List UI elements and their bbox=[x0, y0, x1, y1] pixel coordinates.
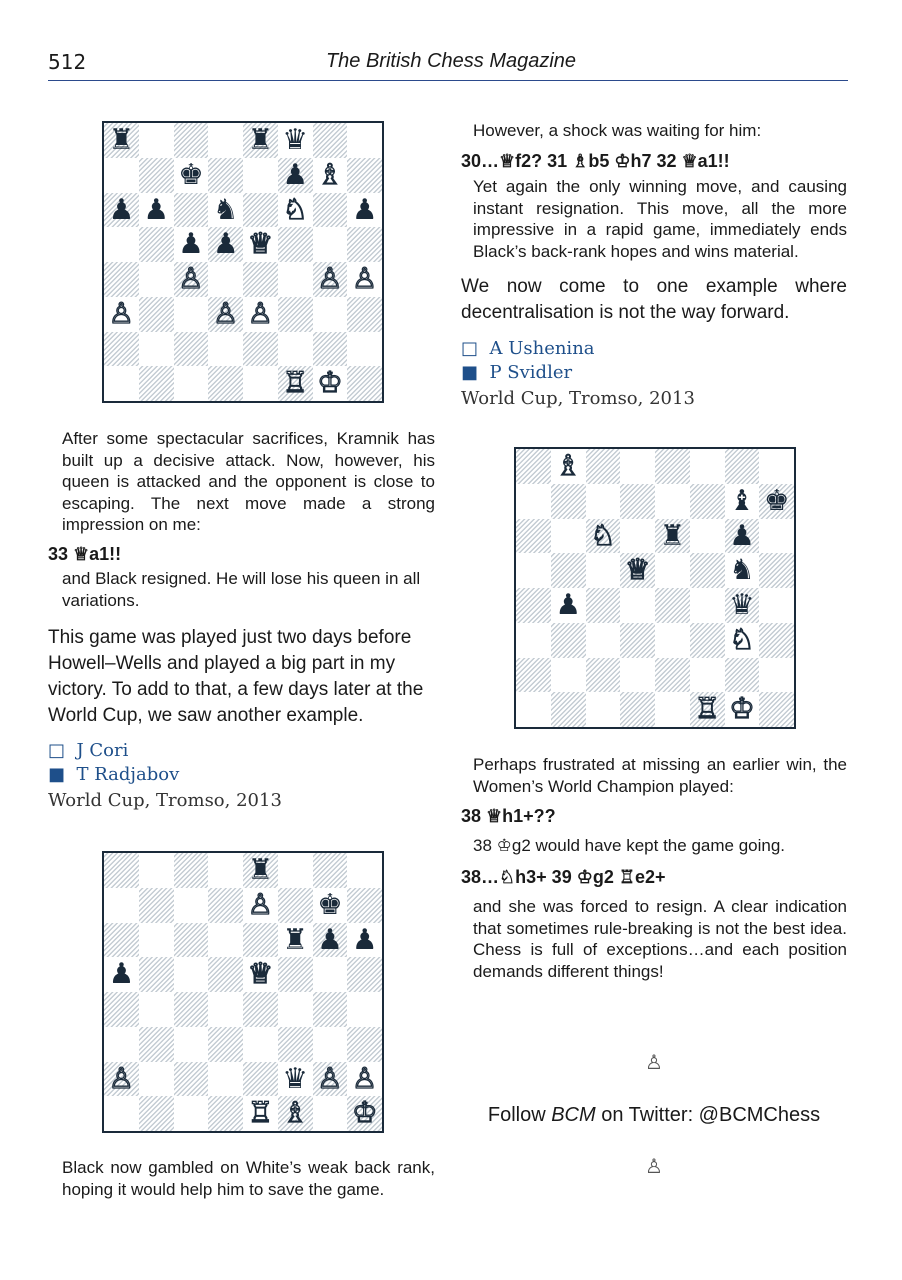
black-player-name: P Svidler bbox=[489, 362, 573, 383]
square-e1 bbox=[655, 692, 690, 727]
square-a3 bbox=[516, 623, 551, 658]
square-b2 bbox=[551, 658, 586, 693]
square-a1 bbox=[516, 692, 551, 727]
square-b7 bbox=[139, 158, 174, 193]
square-d6 bbox=[620, 519, 655, 554]
chess-piece-icon: ♕ bbox=[624, 553, 651, 587]
square-g3 bbox=[313, 297, 348, 332]
white-player-line bbox=[48, 740, 128, 761]
square-b8 bbox=[139, 853, 174, 888]
move-38-qh1: 38 ♕h1+?? bbox=[461, 806, 556, 826]
square-c4 bbox=[586, 588, 621, 623]
square-h2 bbox=[347, 1062, 382, 1097]
page-number: 512 bbox=[48, 50, 87, 74]
square-c3 bbox=[174, 297, 209, 332]
square-h1 bbox=[759, 692, 794, 727]
chess-piece-icon: ♙ bbox=[247, 296, 274, 330]
square-g5 bbox=[313, 227, 348, 262]
square-a7 bbox=[516, 484, 551, 519]
chess-piece-icon: ♙ bbox=[212, 296, 239, 330]
square-f1 bbox=[278, 1096, 313, 1131]
square-a4 bbox=[104, 992, 139, 1027]
square-e8 bbox=[243, 123, 278, 158]
square-e4 bbox=[655, 588, 690, 623]
white-player-line-2 bbox=[461, 338, 595, 359]
square-h1 bbox=[347, 366, 382, 401]
square-d5 bbox=[208, 227, 243, 262]
chess-piece-icon: ♟ bbox=[351, 192, 378, 226]
square-f7 bbox=[278, 888, 313, 923]
square-b2 bbox=[139, 1062, 174, 1097]
square-d1 bbox=[208, 1096, 243, 1131]
chess-piece-icon: ♖ bbox=[282, 366, 308, 400]
square-e2 bbox=[655, 658, 690, 693]
square-d5 bbox=[620, 553, 655, 588]
chess-piece-icon: ♜ bbox=[282, 922, 308, 956]
caption-black-gambled: Black now gambled on White’s weak back rank, hoping it would help him to save the game. bbox=[62, 1158, 435, 1199]
chess-piece-icon: ♙ bbox=[317, 262, 343, 296]
square-b1 bbox=[551, 692, 586, 727]
white-player-name: J Cori bbox=[76, 740, 129, 761]
chess-piece-icon: ♙ bbox=[351, 1061, 378, 1095]
caption-forced-resign: and she was forced to resign. A clear indication that sometimes rule-breaking is not the best idea. Chess is full of exceptions…and each position demands different things! bbox=[473, 897, 847, 981]
chess-piece-icon: ♔ bbox=[729, 692, 755, 726]
square-b3 bbox=[139, 297, 174, 332]
square-d4 bbox=[208, 992, 243, 1027]
square-g5 bbox=[725, 553, 760, 588]
square-b2 bbox=[139, 332, 174, 367]
square-c5 bbox=[174, 957, 209, 992]
square-d4 bbox=[620, 588, 655, 623]
square-f8 bbox=[690, 449, 725, 484]
square-g4 bbox=[725, 588, 760, 623]
square-g2 bbox=[313, 1062, 348, 1097]
square-d2 bbox=[208, 1062, 243, 1097]
chess-piece-icon: ♚ bbox=[317, 887, 343, 921]
square-c6 bbox=[586, 519, 621, 554]
square-h2 bbox=[347, 332, 382, 367]
chess-piece-icon: ♛ bbox=[282, 1061, 308, 1095]
square-d7 bbox=[208, 888, 243, 923]
square-f1 bbox=[690, 692, 725, 727]
square-b3 bbox=[139, 1027, 174, 1062]
square-h4 bbox=[347, 992, 382, 1027]
square-h8 bbox=[347, 123, 382, 158]
square-b8 bbox=[139, 123, 174, 158]
square-a5 bbox=[516, 553, 551, 588]
square-b7 bbox=[551, 484, 586, 519]
square-e8 bbox=[655, 449, 690, 484]
square-d1 bbox=[208, 366, 243, 401]
follow-brand: BCM bbox=[551, 1104, 596, 1126]
square-e3 bbox=[243, 1027, 278, 1062]
chess-piece-icon: ♘ bbox=[282, 192, 308, 226]
square-g7 bbox=[313, 158, 348, 193]
square-d7 bbox=[208, 158, 243, 193]
square-f2 bbox=[690, 658, 725, 693]
square-f7 bbox=[278, 158, 313, 193]
twitter-follow-line bbox=[461, 1102, 847, 1128]
square-c8 bbox=[586, 449, 621, 484]
chess-piece-icon: ♟ bbox=[729, 518, 755, 552]
black-player-line-2 bbox=[461, 362, 572, 383]
square-f4 bbox=[690, 588, 725, 623]
chess-piece-icon: ♜ bbox=[247, 853, 274, 887]
square-b6 bbox=[551, 519, 586, 554]
square-g7 bbox=[313, 888, 348, 923]
caption-frustrated: Perhaps frustrated at missing an earlier win, the Women’s World Champion played: bbox=[473, 755, 847, 796]
square-g7 bbox=[725, 484, 760, 519]
chess-piece-icon: ♞ bbox=[729, 553, 755, 587]
square-b8 bbox=[551, 449, 586, 484]
caption-kramnik-attack: After some spectacular sacrifices, Kramnik has built up a decisive attack. Now, however, his queen is attacked and the opponent is close to escaping. The next move made a strong impression on me: bbox=[62, 429, 435, 534]
chess-piece-icon: ♟ bbox=[212, 227, 239, 261]
square-e3 bbox=[243, 297, 278, 332]
square-h5 bbox=[347, 957, 382, 992]
chess-piece-icon: ♔ bbox=[317, 366, 343, 400]
square-d2 bbox=[620, 658, 655, 693]
caption-kg2: 38 ♔g2 would have kept the game going. bbox=[473, 836, 786, 855]
square-c8 bbox=[174, 123, 209, 158]
chess-diagram-3 bbox=[514, 447, 796, 729]
square-d8 bbox=[208, 123, 243, 158]
square-e7 bbox=[655, 484, 690, 519]
square-f4 bbox=[278, 262, 313, 297]
square-e5 bbox=[655, 553, 690, 588]
chess-piece-icon: ♙ bbox=[178, 262, 204, 296]
square-c7 bbox=[174, 158, 209, 193]
square-d3 bbox=[208, 1027, 243, 1062]
square-a5 bbox=[104, 227, 139, 262]
move-33-qa1: 33 ♕a1!! bbox=[48, 544, 122, 564]
move-30-qf2: 30…♕f2? 31 ♗b5 ♔h7 32 ♕a1!! bbox=[461, 151, 730, 171]
chess-piece-icon: ♙ bbox=[108, 1061, 135, 1095]
square-a4 bbox=[104, 262, 139, 297]
square-d8 bbox=[208, 853, 243, 888]
square-d4 bbox=[208, 262, 243, 297]
paragraph-decentralisation: We now come to one example where decentralisation is not the way forward. bbox=[461, 276, 847, 323]
square-c6 bbox=[174, 923, 209, 958]
square-c1 bbox=[174, 1096, 209, 1131]
square-a3 bbox=[104, 297, 139, 332]
chess-piece-icon: ♜ bbox=[247, 123, 274, 157]
square-g8 bbox=[725, 449, 760, 484]
square-c5 bbox=[174, 227, 209, 262]
square-d5 bbox=[208, 957, 243, 992]
square-e5 bbox=[243, 957, 278, 992]
square-a1 bbox=[104, 366, 139, 401]
chess-piece-icon: ♞ bbox=[212, 192, 239, 226]
square-c7 bbox=[586, 484, 621, 519]
square-g5 bbox=[313, 957, 348, 992]
square-e2 bbox=[243, 1062, 278, 1097]
chess-piece-icon: ♟ bbox=[108, 957, 135, 991]
square-f2 bbox=[278, 1062, 313, 1097]
square-h6 bbox=[347, 923, 382, 958]
square-a1 bbox=[104, 1096, 139, 1131]
black-marker: ■ bbox=[48, 764, 66, 785]
square-a2 bbox=[104, 1062, 139, 1097]
square-e6 bbox=[655, 519, 690, 554]
square-g1 bbox=[313, 1096, 348, 1131]
square-e8 bbox=[243, 853, 278, 888]
square-c5 bbox=[586, 553, 621, 588]
square-h3 bbox=[347, 1027, 382, 1062]
chess-piece-icon: ♚ bbox=[178, 157, 204, 191]
square-f3 bbox=[278, 297, 313, 332]
chess-piece-icon: ♙ bbox=[351, 262, 378, 296]
square-d6 bbox=[208, 193, 243, 228]
square-h6 bbox=[759, 519, 794, 554]
square-h3 bbox=[347, 297, 382, 332]
square-a7 bbox=[104, 158, 139, 193]
square-e6 bbox=[243, 193, 278, 228]
chess-piece-icon: ♗ bbox=[317, 157, 343, 191]
square-e2 bbox=[243, 332, 278, 367]
chess-piece-icon: ♚ bbox=[763, 483, 790, 517]
chess-piece-icon: ♙ bbox=[108, 296, 135, 330]
chess-piece-icon: ♜ bbox=[659, 518, 686, 552]
square-d1 bbox=[620, 692, 655, 727]
square-b4 bbox=[551, 588, 586, 623]
square-d3 bbox=[620, 623, 655, 658]
chess-piece-icon: ♘ bbox=[729, 622, 755, 656]
chess-piece-icon: ♗ bbox=[555, 449, 581, 483]
square-h5 bbox=[347, 227, 382, 262]
pawn-ornament-icon: ♙ bbox=[645, 1154, 663, 1178]
square-b6 bbox=[139, 193, 174, 228]
square-a4 bbox=[516, 588, 551, 623]
square-f6 bbox=[278, 193, 313, 228]
square-e4 bbox=[243, 992, 278, 1027]
chess-piece-icon: ♟ bbox=[555, 588, 581, 622]
square-c2 bbox=[174, 1062, 209, 1097]
chess-piece-icon: ♛ bbox=[282, 123, 308, 157]
square-f3 bbox=[690, 623, 725, 658]
square-g4 bbox=[313, 992, 348, 1027]
square-h7 bbox=[759, 484, 794, 519]
square-c4 bbox=[174, 262, 209, 297]
square-c8 bbox=[174, 853, 209, 888]
square-f4 bbox=[278, 992, 313, 1027]
black-marker: ■ bbox=[461, 362, 479, 383]
square-d8 bbox=[620, 449, 655, 484]
square-h4 bbox=[347, 262, 382, 297]
square-c7 bbox=[174, 888, 209, 923]
chess-piece-icon: ♘ bbox=[590, 518, 616, 552]
chess-piece-icon: ♗ bbox=[282, 1096, 308, 1130]
square-b7 bbox=[139, 888, 174, 923]
square-e7 bbox=[243, 888, 278, 923]
chess-piece-icon: ♟ bbox=[108, 192, 135, 226]
page-title: The British Chess Magazine bbox=[325, 50, 577, 72]
square-f1 bbox=[278, 366, 313, 401]
square-f7 bbox=[690, 484, 725, 519]
chess-piece-icon: ♕ bbox=[247, 957, 274, 991]
square-h8 bbox=[347, 853, 382, 888]
square-g1 bbox=[725, 692, 760, 727]
square-g6 bbox=[313, 923, 348, 958]
chess-piece-icon: ♙ bbox=[247, 887, 274, 921]
square-c1 bbox=[174, 366, 209, 401]
square-d6 bbox=[208, 923, 243, 958]
chess-piece-icon: ♙ bbox=[317, 1061, 343, 1095]
square-a7 bbox=[104, 888, 139, 923]
square-g4 bbox=[313, 262, 348, 297]
square-h1 bbox=[347, 1096, 382, 1131]
square-h5 bbox=[759, 553, 794, 588]
square-f8 bbox=[278, 853, 313, 888]
follow-suffix: on Twitter: @BCMChess bbox=[595, 1104, 821, 1126]
square-h3 bbox=[759, 623, 794, 658]
square-e7 bbox=[243, 158, 278, 193]
square-a2 bbox=[516, 658, 551, 693]
chess-piece-icon: ♛ bbox=[729, 588, 755, 622]
white-marker: □ bbox=[48, 740, 66, 761]
square-g2 bbox=[313, 332, 348, 367]
square-d7 bbox=[620, 484, 655, 519]
chess-piece-icon: ♔ bbox=[351, 1096, 378, 1130]
square-b3 bbox=[551, 623, 586, 658]
square-a8 bbox=[104, 123, 139, 158]
event-line: World Cup, Tromso, 2013 bbox=[48, 790, 282, 811]
caption-shock: However, a shock was waiting for him: bbox=[473, 121, 762, 140]
square-b6 bbox=[139, 923, 174, 958]
square-a2 bbox=[104, 332, 139, 367]
square-c3 bbox=[174, 1027, 209, 1062]
square-b5 bbox=[139, 227, 174, 262]
square-e3 bbox=[655, 623, 690, 658]
square-f2 bbox=[278, 332, 313, 367]
square-c2 bbox=[586, 658, 621, 693]
square-d2 bbox=[208, 332, 243, 367]
square-f5 bbox=[278, 227, 313, 262]
black-player-name: T Radjabov bbox=[76, 764, 180, 785]
move-38-nh3: 38…♘h3+ 39 ♔g2 ♖e2+ bbox=[461, 867, 666, 887]
square-b1 bbox=[139, 1096, 174, 1131]
white-player-name: A Ushenina bbox=[489, 338, 595, 359]
caption-black-resigned: and Black resigned. He will lose his queen in all variations. bbox=[62, 569, 421, 610]
black-player-line bbox=[48, 764, 179, 785]
square-g1 bbox=[313, 366, 348, 401]
square-f6 bbox=[690, 519, 725, 554]
square-g8 bbox=[313, 853, 348, 888]
square-g8 bbox=[313, 123, 348, 158]
square-a5 bbox=[104, 957, 139, 992]
square-a8 bbox=[516, 449, 551, 484]
square-b4 bbox=[139, 262, 174, 297]
square-h2 bbox=[759, 658, 794, 693]
chess-piece-icon: ♟ bbox=[178, 227, 204, 261]
square-c4 bbox=[174, 992, 209, 1027]
square-b5 bbox=[551, 553, 586, 588]
chess-piece-icon: ♟ bbox=[143, 192, 169, 226]
chess-diagram-2 bbox=[102, 851, 384, 1133]
square-b1 bbox=[139, 366, 174, 401]
square-c1 bbox=[586, 692, 621, 727]
square-g6 bbox=[313, 193, 348, 228]
square-c3 bbox=[586, 623, 621, 658]
square-f5 bbox=[690, 553, 725, 588]
square-f5 bbox=[278, 957, 313, 992]
square-h7 bbox=[347, 888, 382, 923]
square-b4 bbox=[139, 992, 174, 1027]
square-h7 bbox=[347, 158, 382, 193]
square-e5 bbox=[243, 227, 278, 262]
chess-piece-icon: ♟ bbox=[317, 922, 343, 956]
square-a8 bbox=[104, 853, 139, 888]
square-e1 bbox=[243, 366, 278, 401]
chess-piece-icon: ♖ bbox=[247, 1096, 274, 1130]
square-c2 bbox=[174, 332, 209, 367]
header-divider bbox=[48, 80, 848, 81]
chess-piece-icon: ♜ bbox=[108, 123, 135, 157]
square-g3 bbox=[725, 623, 760, 658]
square-g3 bbox=[313, 1027, 348, 1062]
paragraph-howell-wells: This game was played just two days before Howell–Wells and played a big part in my victory. To add to that, a few days later at the World Cup, we saw another example. bbox=[48, 627, 424, 726]
chess-piece-icon: ♖ bbox=[694, 692, 720, 726]
chess-piece-icon: ♕ bbox=[247, 227, 274, 261]
white-marker: □ bbox=[461, 338, 479, 359]
square-f3 bbox=[278, 1027, 313, 1062]
square-e1 bbox=[243, 1096, 278, 1131]
square-e6 bbox=[243, 923, 278, 958]
caption-only-winning-move: Yet again the only winning move, and causing instant resignation. This move, all the more impressive in a rapid game, immediately ends Black’s back-rank hopes and wins material. bbox=[473, 177, 847, 261]
follow-prefix: Follow bbox=[487, 1104, 552, 1126]
square-f8 bbox=[278, 123, 313, 158]
square-a6 bbox=[516, 519, 551, 554]
square-a3 bbox=[104, 1027, 139, 1062]
square-f6 bbox=[278, 923, 313, 958]
square-h4 bbox=[759, 588, 794, 623]
square-d3 bbox=[208, 297, 243, 332]
event-line-2: World Cup, Tromso, 2013 bbox=[461, 388, 695, 409]
square-e4 bbox=[243, 262, 278, 297]
square-a6 bbox=[104, 193, 139, 228]
square-g2 bbox=[725, 658, 760, 693]
chess-diagram-1 bbox=[102, 121, 384, 403]
square-a6 bbox=[104, 923, 139, 958]
square-h8 bbox=[759, 449, 794, 484]
square-g6 bbox=[725, 519, 760, 554]
chess-piece-icon: ♝ bbox=[729, 483, 755, 517]
square-b5 bbox=[139, 957, 174, 992]
square-h6 bbox=[347, 193, 382, 228]
pawn-ornament-icon: ♙ bbox=[645, 1050, 663, 1074]
chess-piece-icon: ♟ bbox=[351, 922, 378, 956]
chess-piece-icon: ♟ bbox=[282, 157, 308, 191]
square-c6 bbox=[174, 193, 209, 228]
